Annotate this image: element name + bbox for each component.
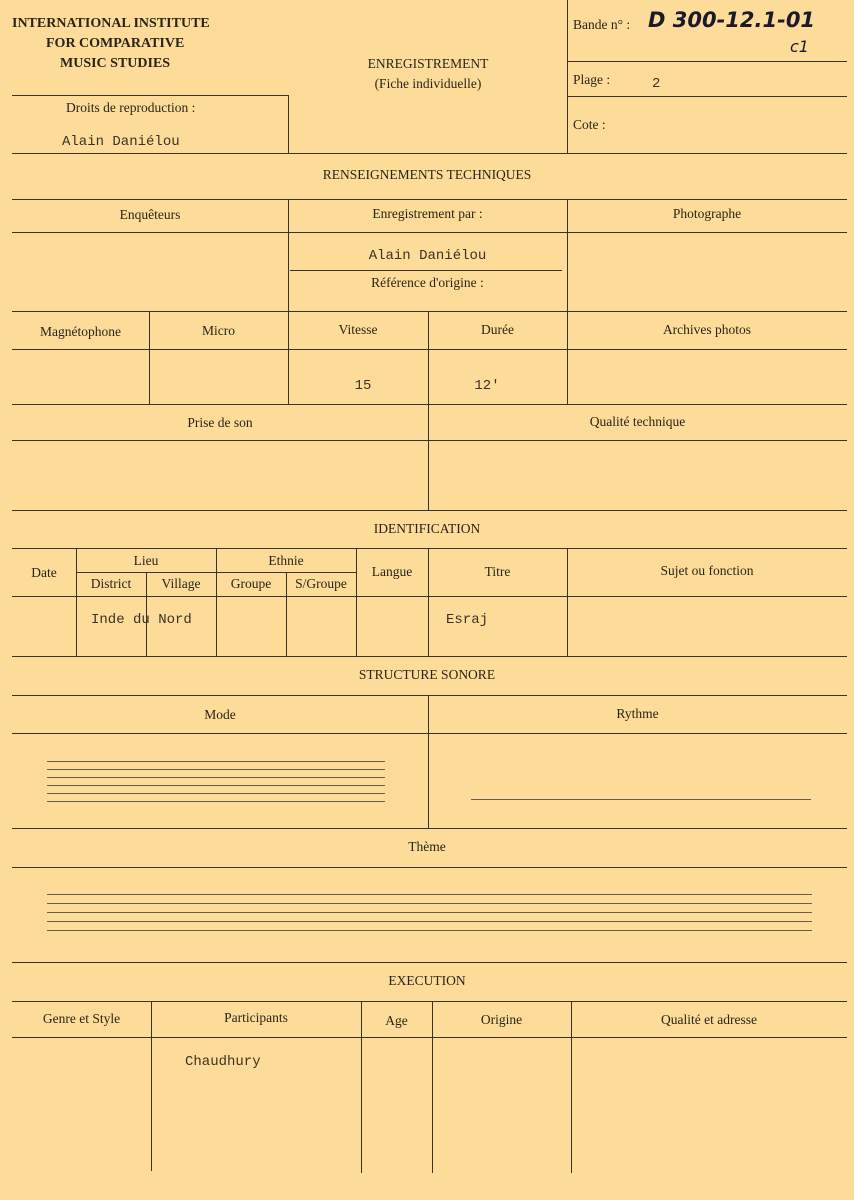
- col-village: Village: [161, 576, 201, 591]
- institute-line-3: MUSIC STUDIES: [60, 56, 171, 71]
- rights-value: Alain Daniélou: [62, 134, 180, 150]
- col-genre: Genre et Style: [42, 1011, 121, 1026]
- cote-label: Cote :: [573, 117, 606, 132]
- plage-label: Plage :: [573, 72, 611, 87]
- form-subtitle: (Fiche individuelle): [374, 76, 482, 91]
- plage-value: 2: [652, 76, 661, 92]
- bande-label: Bande n° :: [573, 17, 631, 32]
- col-titre: Titre: [484, 564, 511, 579]
- duree-value: 12': [474, 378, 500, 394]
- col-sujet: Sujet ou fonction: [660, 563, 754, 578]
- col-theme: Thème: [408, 839, 446, 854]
- col-langue: Langue: [371, 564, 413, 579]
- section-structure: STRUCTURE SONORE: [358, 667, 496, 682]
- col-ethnie: Ethnie: [268, 553, 304, 568]
- col-prise-de-son: Prise de son: [187, 415, 253, 430]
- institute-line-2: FOR COMPARATIVE: [46, 36, 185, 51]
- rights-label: Droits de reproduction :: [66, 100, 196, 115]
- col-qualite-technique: Qualité technique: [589, 414, 686, 429]
- col-participants: Participants: [224, 1010, 288, 1025]
- col-mode: Mode: [204, 707, 236, 722]
- col-enqueteurs: Enquêteurs: [119, 207, 181, 222]
- col-groupe: Groupe: [230, 576, 272, 591]
- bande-value: D 300-12.1-01: [648, 8, 816, 32]
- col-micro: Micro: [202, 323, 235, 338]
- col-district: District: [90, 576, 132, 591]
- col-rythme: Rythme: [616, 706, 659, 721]
- col-duree: Durée: [481, 322, 514, 337]
- col-sgroupe: S/Groupe: [295, 576, 347, 591]
- titre-value: Esraj: [446, 612, 489, 628]
- section-technical: RENSEIGNEMENTS TECHNIQUES: [322, 167, 532, 182]
- bande-sub: c1: [790, 37, 809, 56]
- col-archives: Archives photos: [662, 322, 752, 337]
- vitesse-value: 15: [354, 378, 372, 394]
- participant-value: Chaudhury: [185, 1054, 261, 1070]
- col-origine: Origine: [480, 1012, 523, 1027]
- lieu-value: Inde du Nord: [91, 612, 192, 628]
- col-magnetophone: Magnétophone: [40, 324, 121, 339]
- col-age: Age: [385, 1013, 408, 1028]
- section-execution: EXECUTION: [388, 973, 466, 988]
- col-photographe: Photographe: [672, 206, 742, 221]
- reference-label: Référence d'origine :: [371, 275, 484, 290]
- section-identification: IDENTIFICATION: [373, 521, 481, 536]
- enregistrement-value: Alain Daniélou: [368, 248, 487, 264]
- col-qualite-adresse: Qualité et adresse: [661, 1012, 757, 1027]
- form-title: ENREGISTREMENT: [367, 56, 489, 71]
- col-enregistrement-par: Enregistrement par :: [372, 206, 483, 221]
- col-vitesse: Vitesse: [338, 322, 378, 337]
- col-lieu: Lieu: [133, 553, 159, 568]
- col-date: Date: [31, 565, 57, 580]
- institute-line-1: INTERNATIONAL INSTITUTE: [12, 16, 210, 31]
